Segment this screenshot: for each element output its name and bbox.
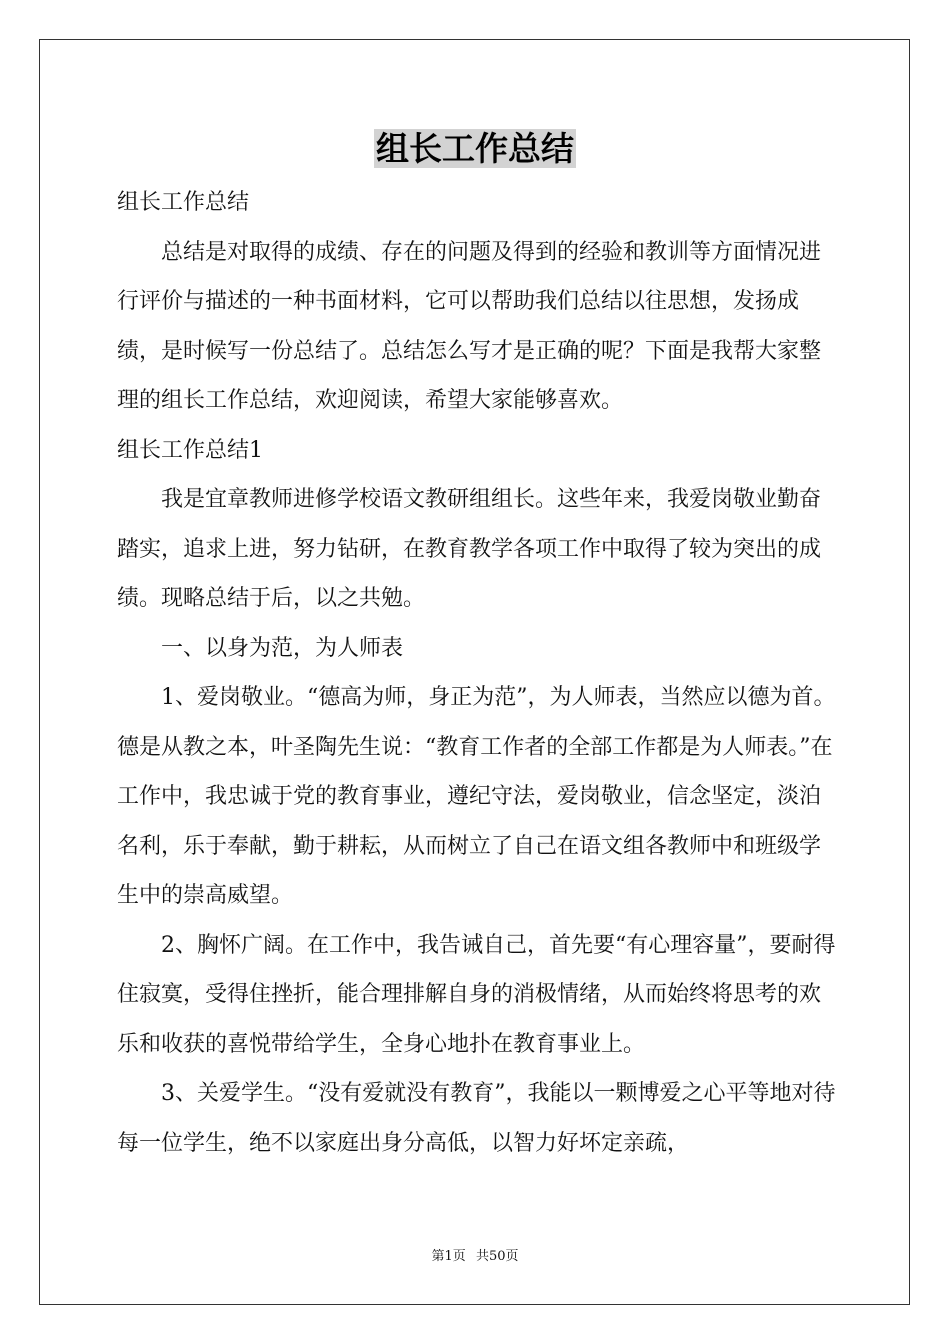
paragraph: 2、胸怀广阔。在工作中，我告诫自己，首先要“有心理容量”，要耐得住寂寞，受得住挫折，能合理排解自身的消极情绪，从而始终将思考的欢乐和收获的喜悦带给学生，全身心地扑在教育事业上。: [117, 932, 836, 1057]
paragraph: 组长工作总结1: [117, 437, 263, 463]
paragraph: 我是宜章教师进修学校语文教研组组长。这些年来，我爱岗敬业勤奋踏实，追求上进，努力钻研，在教育教学各项工作中取得了较为突出的成绩。现略总结于后，以之共勉。: [117, 487, 822, 611]
document-title-text: 组长工作总结: [376, 129, 574, 168]
paragraph: 1、爱岗敬业。“德高为师，身正为范”，为人师表，当然应以德为首。德是从教之本，叶圣陶先生说：“教育工作者的全部工作都是为人师表。”在工作中，我忠诚于党的教育事业，遵纪守法，爱岗敬业，信念坚定，淡泊名利，乐于奉献，勤于耕耘，从而树立了自己在语文组各教师中和班级学生中的崇高威望。: [117, 685, 836, 908]
paragraph: 组长工作总结: [117, 190, 250, 215]
paragraph: 总结是对取得的成绩、存在的问题及得到的经验和教训等方面情况进行评价与描述的一种书面材料，它可以帮助我们总结以往思想，发扬成绩，是时候写一份总结了。总结怎么写才是正确的呢？下面是我帮大家整理的组长工作总结，欢迎阅读，希望大家能够喜欢。: [117, 239, 822, 413]
page-total: 共50页: [475, 1249, 519, 1264]
document-title: [0, 124, 950, 174]
paragraph: 一、以身为范，为人师表: [161, 635, 404, 661]
page-number: 第1页: [431, 1249, 466, 1264]
document-body: [117, 178, 837, 1168]
paragraph: 3、关爱学生。“没有爱就没有教育”，我能以一颗博爱之心平等地对待每一位学生，绝不以家庭出身分高低，以智力好坏定亲疏，: [117, 1081, 836, 1156]
page-footer: [0, 1245, 950, 1264]
